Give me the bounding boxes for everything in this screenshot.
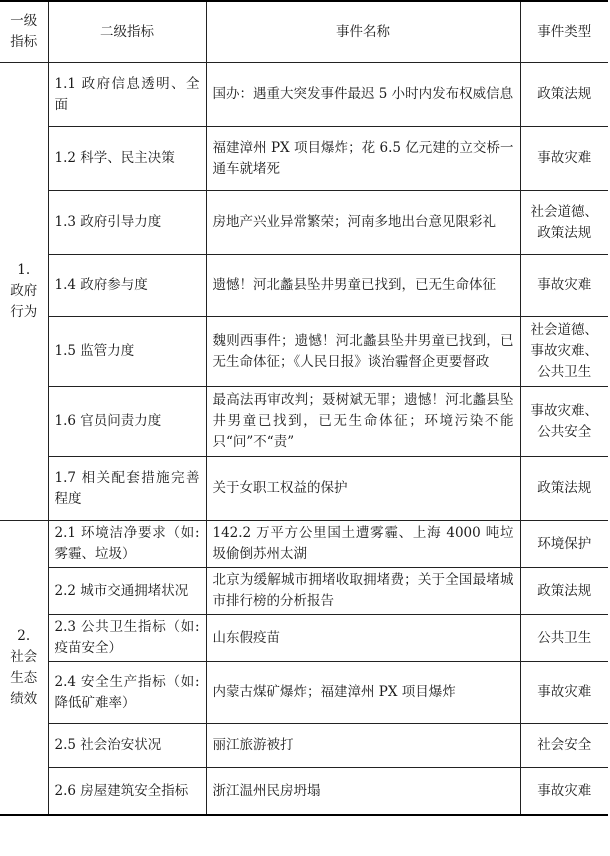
group-text: 社会生态绩效 (10, 648, 38, 707)
group-number: 2. (17, 627, 31, 644)
indicator-cell: 1.3 政府引导力度 (48, 191, 206, 255)
table-row (0, 127, 608, 191)
type-cell: 事故灾难 (520, 255, 608, 317)
indicator-cell: 1.4 政府参与度 (48, 255, 206, 317)
group-number: 1. (17, 262, 31, 278)
type-cell: 政策法规 (520, 63, 608, 127)
type-cell: 事故灾难、公共安全 (520, 387, 608, 457)
table-row (0, 615, 608, 662)
type-cell: 政策法规 (520, 568, 608, 615)
indicator-cell: 2.2 城市交通拥堵状况 (48, 568, 206, 615)
event-cell: 关于女职工权益的保护 (206, 457, 520, 521)
type-cell: 公共卫生 (520, 615, 608, 662)
table-row (0, 317, 608, 387)
type-cell: 社会道德、政策法规 (520, 191, 608, 255)
type-cell: 事故灾难 (520, 662, 608, 724)
type-cell: 社会道德、事故灾难、公共卫生 (520, 317, 608, 387)
event-cell: 浙江温州民房坍塌 (206, 768, 520, 816)
indicator-cell: 2.1 环境洁净要求（如:雾霾、垃圾） (48, 521, 206, 568)
group-label-government (0, 63, 48, 521)
type-cell: 社会安全 (520, 724, 608, 768)
event-cell: 魏则西事件；遗憾！河北蠡县坠井男童已找到，已无生命体征；《人民日报》谈治霾督企更要督政 (206, 317, 520, 387)
type-cell: 环境保护 (520, 521, 608, 568)
indicator-cell: 2.6 房屋建筑安全指标 (48, 768, 206, 816)
event-cell: 丽江旅游被打 (206, 724, 520, 768)
table-row (0, 457, 608, 521)
event-cell: 房地产兴业异常繁荣；河南多地出台意见限彩礼 (206, 191, 520, 255)
event-cell: 最高法再审改判；聂树斌无罪；遗憾！河北蠡县坠井男童已找到，已无生命体征；环境污染不能只“问”不“责” (206, 387, 520, 457)
header-level2: 二级指标 (48, 1, 206, 63)
header-row (0, 1, 608, 63)
indicator-cell: 2.5 社会治安状况 (48, 724, 206, 768)
table-row (0, 191, 608, 255)
indicator-cell: 1.7 相关配套措施完善程度 (48, 457, 206, 521)
table-row (0, 662, 608, 724)
event-cell: 山东假疫苗 (206, 615, 520, 662)
event-cell: 内蒙古煤矿爆炸；福建漳州 PX 项目爆炸 (206, 662, 520, 724)
header-event-type: 事件类型 (520, 1, 608, 63)
indicator-cell: 1.6 官员问责力度 (48, 387, 206, 457)
group-label-social (0, 521, 48, 816)
type-cell: 事故灾难 (520, 127, 608, 191)
event-cell: 142.2 万平方公里国土遭雾霾、上海 4000 吨垃圾偷倒苏州太湖 (206, 521, 520, 568)
indicator-cell: 2.3 公共卫生指标（如:疫苗安全） (48, 615, 206, 662)
header-level1: 一级指标 (0, 1, 48, 63)
event-cell: 福建漳州 PX 项目爆炸；花 6.5 亿元建的立交桥一通车就堵死 (206, 127, 520, 191)
type-cell: 政策法规 (520, 457, 608, 521)
event-cell: 遗憾！河北蠡县坠井男童已找到，已无生命体征 (206, 255, 520, 317)
header-event-name: 事件名称 (206, 1, 520, 63)
table-row (0, 63, 608, 127)
indicator-cell: 1.1 政府信息透明、全面 (48, 63, 206, 127)
event-cell: 国办：遇重大突发事件最迟 5 小时内发布权威信息 (206, 63, 520, 127)
type-cell: 事故灾难 (520, 768, 608, 816)
table-row (0, 387, 608, 457)
table-row (0, 724, 608, 768)
table-row (0, 568, 608, 615)
event-cell: 北京为缓解城市拥堵收取拥堵费；关于全国最堵城市排行榜的分析报告 (206, 568, 520, 615)
table-row (0, 255, 608, 317)
indicator-cell: 1.5 监管力度 (48, 317, 206, 387)
table-row (0, 768, 608, 816)
group-text: 政府行为 (10, 283, 38, 320)
indicator-cell: 2.4 安全生产指标（如:降低矿难率） (48, 662, 206, 724)
indicator-cell: 1.2 科学、民主决策 (48, 127, 206, 191)
table-row (0, 521, 608, 568)
